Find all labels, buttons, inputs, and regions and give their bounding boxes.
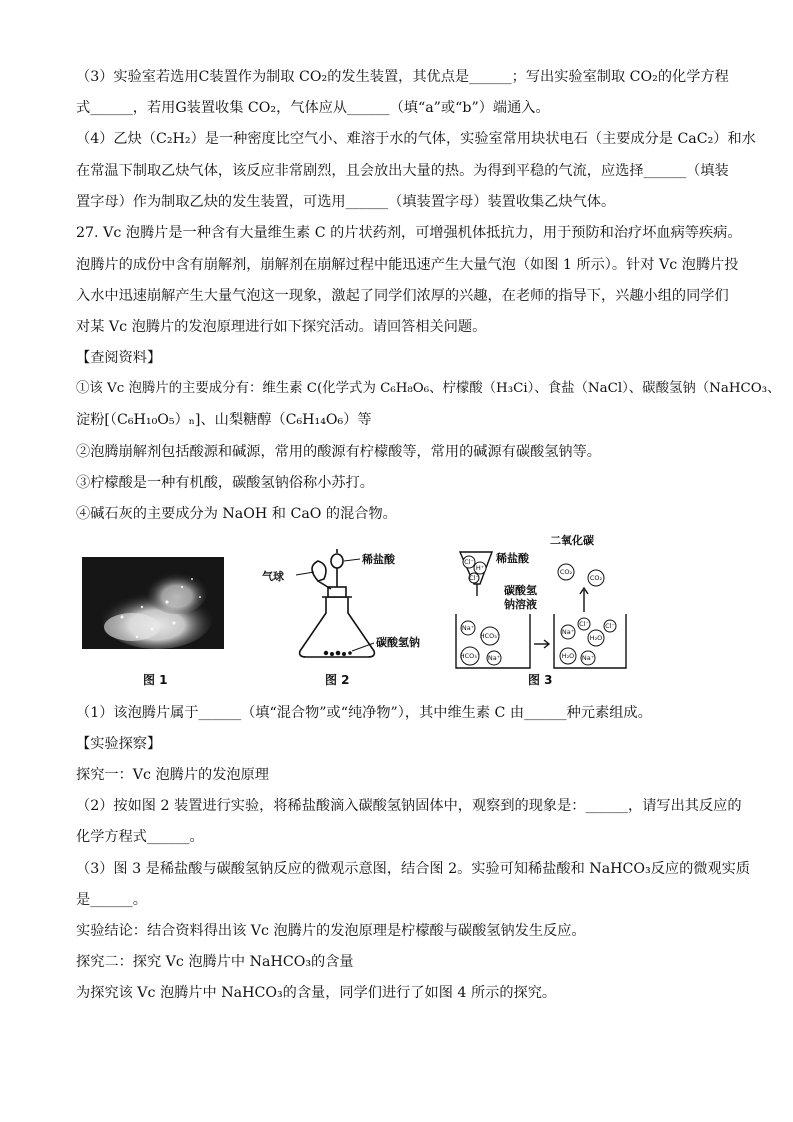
fig3-solution-label-2: 钠溶液 (504, 598, 537, 611)
ion-na: Na⁺ (461, 624, 475, 632)
figure-2-caption: 图 2 (325, 673, 350, 687)
ion-na: Na⁺ (487, 654, 501, 662)
text-line: 在常温下制取乙炔气体，该反应非常剧烈，且会放出大量的热。为得到平稳的气流，应选择______（填装 (76, 163, 729, 179)
text-line: 实验结论：结合资料得出该 Vc 泡腾片的发泡原理是柠檬酸与碳酸氢钠发生反应。 (76, 923, 586, 939)
text-line: 化学方程式______。 (76, 829, 204, 845)
ion-hco3: HCO₃⁻ (459, 652, 481, 660)
co2-molecule: CO₂ (559, 568, 573, 576)
text-line: 探究二：探究 Vc 泡腾片中 NaHCO₃的含量 (76, 954, 354, 970)
figure-1-photo (82, 557, 224, 649)
text-line: （4）乙炔（C₂H₂）是一种密度比空气小、难溶于水的气体，实验室常用块状电石（主要成分是 CaC₂）和水 (76, 131, 756, 147)
figure-3-caption: 图 3 (528, 673, 553, 687)
text-line: 式______，若用G装置收集 CO₂，气体应从______（填“a”或“b”）端通入。 (76, 100, 550, 116)
h2o-molecule: H₂O (589, 634, 603, 642)
text-line: （1）该泡腾片属于______（填“混合物”或“纯净物”），其中维生素 C 由______种元素组成。 (76, 705, 652, 721)
figure-2-apparatus (256, 547, 456, 662)
fig2-solid-label: 碳酸氢钠 (376, 636, 420, 649)
text-line: ③柠檬酸是一种有机酸，碳酸氢钠俗称小苏打。 (76, 475, 374, 491)
ion-cl: Cl⁻ (469, 574, 479, 582)
fig3-solution-label-1: 碳酸氢 (504, 584, 537, 597)
text-line: ①该 Vc 泡腾片的主要成分有：维生素 C(化学式为 C₆H₈O₆、柠檬酸（H₃Ci）、食盐（NaCl）、碳酸氢钠（NaHCO₃、 (76, 381, 781, 396)
text-line: 淀粉[（C₆H₁₀O₅）ₙ]、山梨糖醇（C₆H₁₄O₆）等 (76, 412, 372, 428)
text-line: ②泡腾崩解剂包括酸源和碱源，常用的酸源有柠檬酸等，常用的碱源有碳酸氢钠等。 (76, 444, 601, 460)
ion-na: Na⁺ (561, 628, 575, 636)
text-line: （3）实验室若选用C装置作为制取 CO₂的发生装置，其优点是______；写出实验室制取 CO₂的化学方程 (76, 69, 729, 85)
h2o-molecule: H₂O (561, 652, 575, 660)
text-line: 入水中迅速崩解产生大量气泡这一现象，激起了同学们浓厚的兴趣，在老师的指导下，兴趣小组的同学们 (76, 288, 729, 304)
section-heading: 【实验探察】 (76, 736, 162, 752)
text-line: ④碱石灰的主要成分为 NaOH 和 CaO 的混合物。 (76, 506, 397, 522)
ion-cl: Cl⁻ (605, 622, 615, 630)
text-line: 置字母）作为制取乙炔的发生装置，可选用______（填装置字母）装置收集乙炔气体。 (76, 194, 616, 210)
ion-na: Na⁺ (581, 654, 595, 662)
text-line: 泡腾片的成份中含有崩解剂，崩解剂在崩解过程中能迅速产生大量气泡（如图 1 所示）。针对 Vc 泡腾片投 (76, 257, 739, 273)
figure-3-micro-diagram (450, 532, 640, 672)
text-line: 为探究该 Vc 泡腾片中 NaHCO₃的含量，同学们进行了如图 4 所示的探究。 (76, 985, 557, 1001)
co2-molecule: CO₂ (589, 574, 603, 582)
fig3-co2-label: 二氧化碳 (550, 534, 594, 547)
figure-1-caption: 图 1 (143, 673, 168, 687)
ion-cl: Cl⁻ (579, 620, 589, 628)
text-line: （2）按如图 2 装置进行实验，将稀盐酸滴入碳酸氢钠固体中，观察到的现象是：______，请写出其反应的 (76, 798, 742, 814)
ion-cl: Cl⁻ (464, 558, 474, 566)
fig2-acid-label: 稀盐酸 (362, 553, 395, 566)
text-line: 是______。 (76, 892, 147, 908)
ion-h: H⁺ (475, 564, 485, 572)
text-line: 对某 Vc 泡腾片的发泡原理进行如下探究活动。请回答相关问题。 (76, 319, 487, 335)
text-line: （3）图 3 是稀盐酸与碳酸氢钠反应的微观示意图，结合图 2。实验可知稀盐酸和 NaHCO₃反应的微观实质 (76, 861, 751, 877)
fig3-acid-label: 稀盐酸 (496, 552, 529, 565)
text-line: 探究一：Vc 泡腾片的发泡原理 (76, 767, 269, 783)
fig2-balloon-label: 气球 (262, 570, 284, 583)
section-heading: 【查阅资料】 (76, 350, 162, 366)
ion-hco3: HCO₃⁻ (479, 632, 501, 640)
text-line: 27. Vc 泡腾片是一种含有大量维生素 C 的片状药剂，可增强机体抵抗力，用于预防和治疗坏血病等疾病。 (76, 225, 742, 241)
